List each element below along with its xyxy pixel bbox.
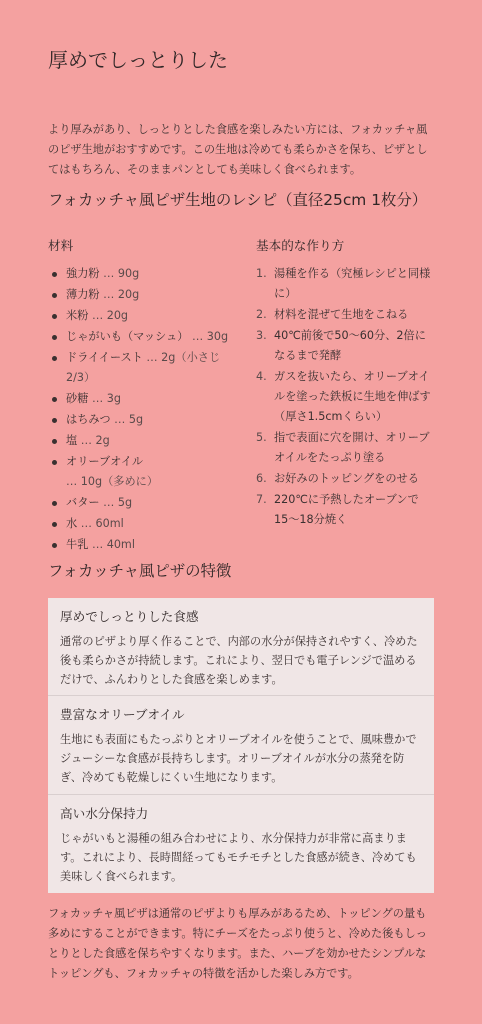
ingredient-name: じゃがいも（マッシュ） bbox=[66, 330, 189, 343]
step-text: 材料を混ぜて生地をこねる bbox=[274, 308, 409, 321]
list-item bbox=[48, 514, 238, 534]
ingredients-heading: 材料 bbox=[48, 238, 74, 253]
list-item bbox=[48, 389, 238, 409]
list-item bbox=[48, 306, 238, 326]
ingredient-name: はちみつ bbox=[66, 413, 111, 426]
steps-list bbox=[256, 264, 434, 531]
ingredient-name: 米粉 bbox=[66, 309, 89, 322]
list-item bbox=[48, 327, 238, 347]
step-text: 220℃に予熱したオーブンで15〜18分焼く bbox=[274, 493, 419, 526]
feature-title: 豊富なオリーブオイル bbox=[60, 707, 185, 722]
feature-title: 厚めでしっとりした食感 bbox=[60, 609, 199, 624]
recipe-title: フォカッチャ風ピザ生地のレシピ（直径25cm 1枚分） bbox=[48, 191, 428, 209]
step-number: 5. bbox=[256, 431, 267, 444]
ingredient-name: 砂糖 bbox=[66, 392, 89, 405]
list-item bbox=[48, 285, 238, 305]
ingredient-amount: … 60ml bbox=[80, 517, 124, 530]
ingredient-name: 水 bbox=[66, 517, 78, 530]
list-item bbox=[48, 452, 238, 492]
list-item bbox=[48, 493, 238, 513]
feature-item bbox=[48, 795, 434, 891]
list-item bbox=[256, 367, 434, 427]
intro-paragraph: より厚みがあり、しっとりとした食感を楽しみたい方には、フォカッチャ風のピザ生地がおすすめです。この生地は冷めても柔らかさを保ち、ピザとしてはもちろん、そのままパンとしても美味しく食べられます。 bbox=[48, 123, 428, 176]
feature-text: じゃがいもと湯種の組み合わせにより、水分保持力が非常に高まります。これにより、長時間経ってもモチモチとした食感が続き、冷めても美味しく食べられます。 bbox=[60, 832, 417, 883]
ingredients-list bbox=[48, 264, 238, 556]
ingredient-name: 塩 bbox=[66, 434, 78, 447]
step-number: 2. bbox=[256, 308, 267, 321]
step-number: 3. bbox=[256, 329, 267, 342]
list-item bbox=[256, 428, 434, 468]
step-text: 湯種を作る（究極レシピと同様に） bbox=[274, 267, 431, 300]
ingredient-name: オリーブオイル bbox=[66, 455, 144, 468]
ingredient-amount: … 5g bbox=[103, 496, 133, 509]
features-card bbox=[48, 598, 434, 893]
ingredient-name: ドライイースト bbox=[66, 351, 143, 364]
ingredient-amount: … 90g bbox=[103, 267, 140, 280]
step-number: 1. bbox=[256, 267, 267, 280]
feature-title: 高い水分保持力 bbox=[60, 806, 149, 821]
feature-text: 通常のピザより厚く作ることで、内部の水分が保持されやすく、冷めた後も柔らかさが持続します。これにより、翌日でも電子レンジで温めるだけで、ふんわりとした食感を楽しめます。 bbox=[60, 635, 418, 686]
ingredient-amount: … 3g bbox=[91, 392, 121, 405]
list-item bbox=[256, 305, 434, 325]
list-item bbox=[48, 348, 238, 388]
list-item bbox=[48, 535, 238, 555]
step-number: 4. bbox=[256, 370, 267, 383]
ingredient-amount: … 20g bbox=[103, 288, 140, 301]
ingredient-name: 牛乳 bbox=[66, 538, 89, 551]
features-title: フォカッチャ風ピザの特徴 bbox=[48, 562, 232, 580]
ingredient-amount: … 10g（多めに） bbox=[66, 475, 159, 488]
step-number: 6. bbox=[256, 472, 267, 485]
ingredient-name: バター bbox=[66, 496, 100, 509]
ingredient-name: 薄力粉 bbox=[66, 288, 100, 301]
steps-heading: 基本的な作り方 bbox=[256, 238, 345, 253]
list-item bbox=[256, 264, 434, 304]
feature-text: 生地にも表面にもたっぷりとオリーブオイルを使うことで、風味豊かでジューシーな食感が長持ちします。オリーブオイルが水分の蒸発を防ぎ、冷めても乾燥しにくい生地になります。 bbox=[60, 733, 417, 784]
list-item bbox=[48, 410, 238, 430]
list-item bbox=[256, 490, 434, 530]
feature-item bbox=[48, 696, 434, 795]
ingredient-amount: … 2g bbox=[80, 434, 110, 447]
step-number: 7. bbox=[256, 493, 267, 506]
ingredient-name: 強力粉 bbox=[66, 267, 100, 280]
ingredient-amount: … 5g bbox=[114, 413, 144, 426]
ingredient-amount: … 30g bbox=[191, 330, 229, 343]
step-text: 指で表面に穴を開け、オリーブオイルをたっぷり塗る bbox=[274, 431, 430, 464]
outro-paragraph: フォカッチャ風ピザは通常のピザよりも厚みがあるため、トッピングの量も多めにすることができます。特にチーズをたっぷり使うと、冷めた後もしっとりとした食感を保ちやすくなります。また、ハーブを効かせたシンプルなトッピングも、フォカッチャの特徴を活かした楽しみ方です。 bbox=[48, 907, 427, 980]
ingredient-amount: … 20g bbox=[91, 309, 129, 322]
step-text: お好みのトッピングをのせる bbox=[274, 472, 419, 485]
step-text: ガスを抜いたら、オリーブオイルを塗った鉄板に生地を伸ばす（厚さ1.5cmくらい） bbox=[274, 370, 431, 423]
list-item bbox=[256, 469, 434, 489]
ingredient-amount: … 2g（小さじ2/3） bbox=[66, 351, 221, 384]
list-item bbox=[48, 264, 238, 284]
page-title: 厚めでしっとりした bbox=[48, 48, 228, 72]
ingredient-amount: … 40ml bbox=[91, 538, 135, 551]
feature-item bbox=[48, 598, 434, 696]
list-item bbox=[256, 326, 434, 366]
list-item bbox=[48, 431, 238, 451]
step-text: 40℃前後で50〜60分、2倍になるまで発酵 bbox=[274, 329, 426, 362]
